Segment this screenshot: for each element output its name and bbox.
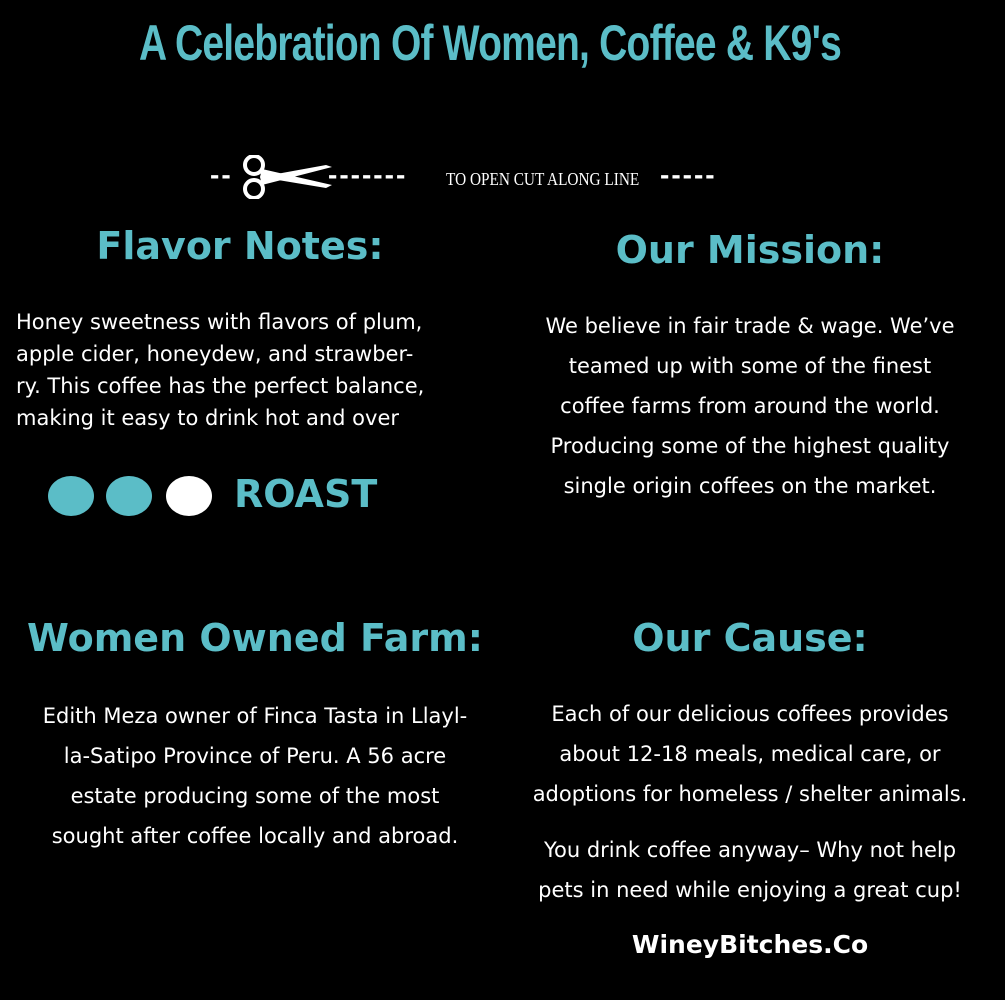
mission-line: single origin coffees on the market.: [563, 474, 937, 498]
cause-line: about 12-18 meals, medical care, or: [559, 742, 941, 766]
mission-line: Producing some of the highest quality: [550, 434, 950, 458]
page-title: A Celebration Of Women, Coffee & K9's: [138, 15, 842, 71]
farm-line: sought after coffee locally and abroad.: [51, 824, 459, 848]
cut-dashes-right: -----: [660, 159, 717, 190]
farm-line: estate producing some of the most: [70, 784, 440, 808]
mission-text: [510, 306, 990, 506]
flavor-line: ry. This coffee has the perfect balance,: [16, 374, 425, 398]
cause-text: [505, 694, 995, 910]
roast-dot-empty: [166, 476, 212, 516]
flavor-line: making it easy to drink hot and over: [16, 406, 399, 430]
mission-heading: Our Mission:: [615, 228, 885, 272]
flavor-line: Honey sweetness with flavors of plum,: [16, 310, 423, 334]
cause-line: pets in need while enjoying a great cup!: [538, 878, 962, 902]
cause-line: Each of our delicious coffees provides: [551, 702, 949, 726]
cause-line: adoptions for homeless / shelter animals.: [532, 782, 968, 806]
cut-instruction: TO OPEN CUT ALONG LINE: [446, 169, 640, 189]
mission-line: coffee farms from around the world.: [560, 394, 940, 418]
cut-line: [210, 155, 760, 205]
flavor-notes-text: [16, 302, 486, 438]
farm-heading: Women Owned Farm:: [27, 616, 483, 660]
farm-line: la-Satipo Province of Peru. A 56 acre: [63, 744, 447, 768]
brand-name: WineyBitches.Co: [631, 930, 869, 959]
cause-heading: Our Cause:: [632, 616, 868, 660]
mission-line: We believe in fair trade & wage. We’ve: [545, 314, 955, 338]
farm-text: [10, 696, 500, 856]
mission-line: teamed up with some of the finest: [568, 354, 932, 378]
farm-line: Edith Meza owner of Finca Tasta in Llayl-: [42, 704, 468, 728]
flavor-notes-heading: Flavor Notes:: [96, 224, 384, 268]
roast-level-indicator: [48, 468, 408, 524]
roast-dot-filled: [106, 476, 152, 516]
roast-dot-filled: [48, 476, 94, 516]
cut-dashes-middle: -------: [328, 159, 408, 190]
cause-line: You drink coffee anyway– Why not help: [543, 838, 957, 862]
flavor-line: apple cider, honeydew, and strawber-: [16, 342, 414, 366]
scissors-icon: [238, 155, 334, 203]
cut-dashes-left: --: [210, 159, 233, 190]
roast-label: ROAST: [234, 472, 378, 516]
